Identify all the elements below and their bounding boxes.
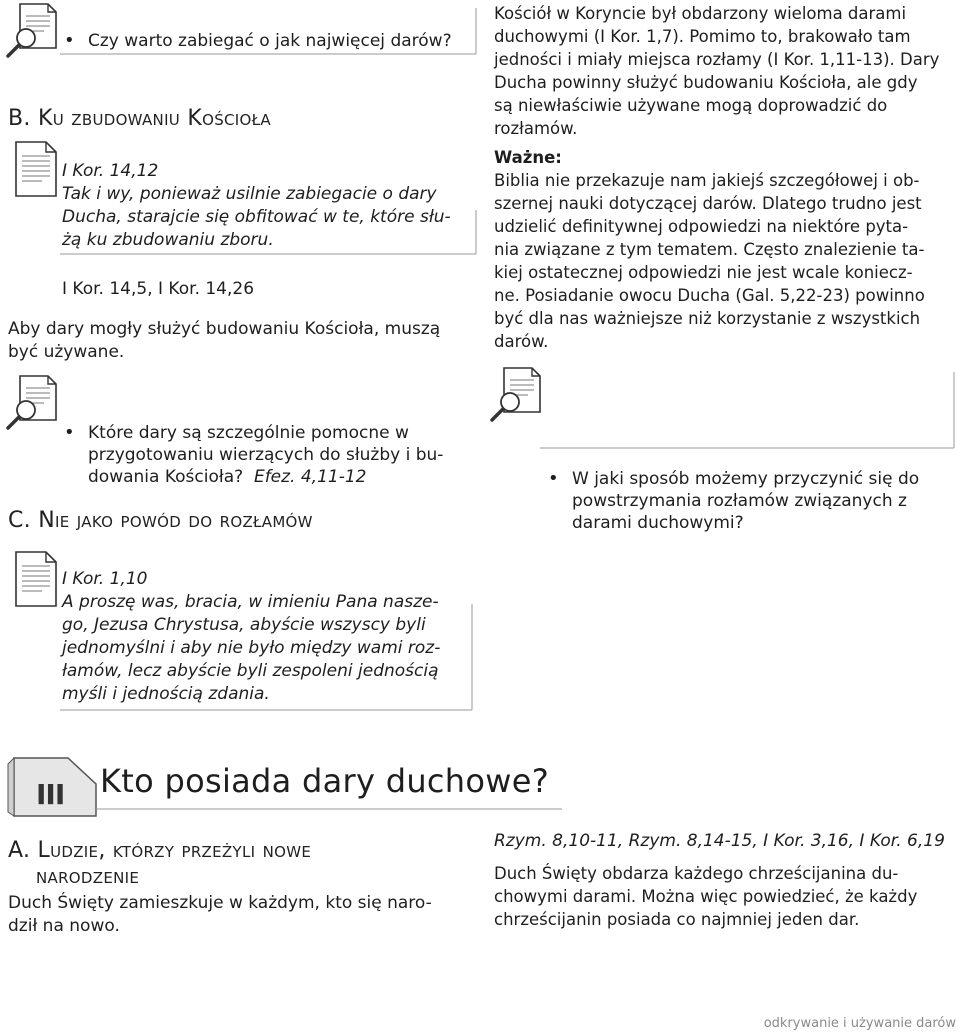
paragraph-line: rozłamów. [494,119,578,138]
paragraph-line: dził na nowo. [8,916,120,936]
question-text: • W jaki sposób możemy przyczynić się do [572,469,920,489]
scripture-reference: Rzym. 8,10-11, Rzym. 8,14-15, I Kor. 3,16, I Kor. 6,19 [494,831,945,851]
question-bullet [60,30,508,52]
paragraph-line: duchowymi (I Kor. 1,7). Pomimo to, brakowało tam [494,27,911,46]
paragraph-line: jedności i miały miejsca rozłamy (I Kor. 1,11-13). Dary [494,50,940,69]
scripture-line: Tak i wy, ponieważ usilnie zabiegacie o dary [62,184,437,204]
scripture-line: go, Jezusa Chrystusa, abyście wszyscy byli [62,615,426,635]
scripture-block [62,568,474,706]
scripture-line: łamów, lecz abyście byli zespoleni jednością [62,661,439,681]
scripture-line: żą ku zbudowaniu zboru. [62,230,274,250]
scripture-line: A proszę was, bracia, w imieniu Pana nasze- [62,592,439,612]
paragraph-line: są niewłaściwie używane mogą doprowadzić do [494,96,888,115]
note-line: nia związane z tym tematem. Często znalezienie ta- [494,240,925,259]
note-line: być dla nas ważniejsze niż korzystanie z wszystkich [494,309,921,328]
chapter-underline [96,806,566,812]
paragraph-line: Kościół w Koryncie był obdarzony wieloma darami [494,4,907,23]
paragraph-line: chrześcijanin posiada co najmniej jeden dar. [494,910,860,929]
paragraph-line: chowymi darami. Można więc powiedzieć, że każdy [494,887,918,906]
paragraph [494,862,960,931]
scripture-line: myśli i jednością zdania. [62,684,270,704]
scripture-reference: I Kor. 1,10 [62,569,148,589]
document-icon [12,140,62,200]
scripture-block [62,160,474,252]
note-line: darów. [494,332,549,351]
chapter-title: Kto posiada dary duchowe? [100,762,550,800]
question-text: powstrzymania rozłamów związanych z [572,491,907,511]
question-bullet [544,468,960,534]
scripture-reference: I Kor. 14,12 [62,161,159,181]
frame-bracket [540,372,960,452]
section-heading-c: C. Nie jako powód do rozłamów [8,508,313,533]
paragraph [494,2,960,140]
note-line: kiej ostatecznej odpowiedzi nie jest wcale koniecz- [494,263,913,282]
paragraph-line: być używane. [8,342,125,362]
question-text: przygotowaniu wierzących do służby i bu- [88,445,444,465]
question-reference: Efez. 4,11-12 [253,467,367,487]
note-line: ne. Posiadanie owocu Ducha (Gal. 5,22-23) powinno [494,286,925,305]
scripture-reference: I Kor. 14,5, I Kor. 14,26 [62,279,255,299]
question-text: darami duchowymi? [572,513,744,533]
paragraph-line: Duch Święty obdarza każdego chrześcijanina du- [494,864,899,883]
note-line: Biblia nie przekazuje nam jakiejś szczegółowej i ob- [494,171,920,190]
section-heading-a: A. Ludzie, którzy przeżyli nowe narodzenie [8,838,312,889]
paragraph [8,892,478,938]
important-note [494,146,960,353]
paragraph [8,318,478,364]
question-bullet [60,422,508,488]
section-heading-b: B. Ku zbudowaniu Kościoła [8,106,271,131]
chapter-numeral: III [36,778,65,811]
important-label: Ważne: [494,148,562,167]
paragraph-line: Aby dary mogły służyć budowaniu Kościoła, muszą [8,319,441,339]
paragraph-line: Ducha powinny służyć budowaniu Kościoła, ale gdy [494,73,918,92]
note-line: udzielić definitywnej odpowiedzi na niektóre pyta- [494,217,909,236]
question-text: Czy warto zabiegać o jak najwięcej darów? [88,31,452,51]
scripture-line: jednomyślni i aby nie było między wami roz- [62,638,441,658]
question-text: • Które dary są szczególnie pomocne w [88,423,409,443]
page-footer: odkrywanie i używanie darów [763,1016,956,1031]
question-text: dowania Kościoła? Efez. 4,11-12 [88,467,367,487]
note-line: szernej nauki dotyczącej darów. Dlatego trudno jest [494,194,922,213]
paragraph-line: Duch Święty zamieszkuje w każdym, kto się naro- [8,893,432,913]
document-icon [12,550,62,610]
scripture-line: Ducha, starajcie się obfitować w te, które słu- [62,207,451,227]
